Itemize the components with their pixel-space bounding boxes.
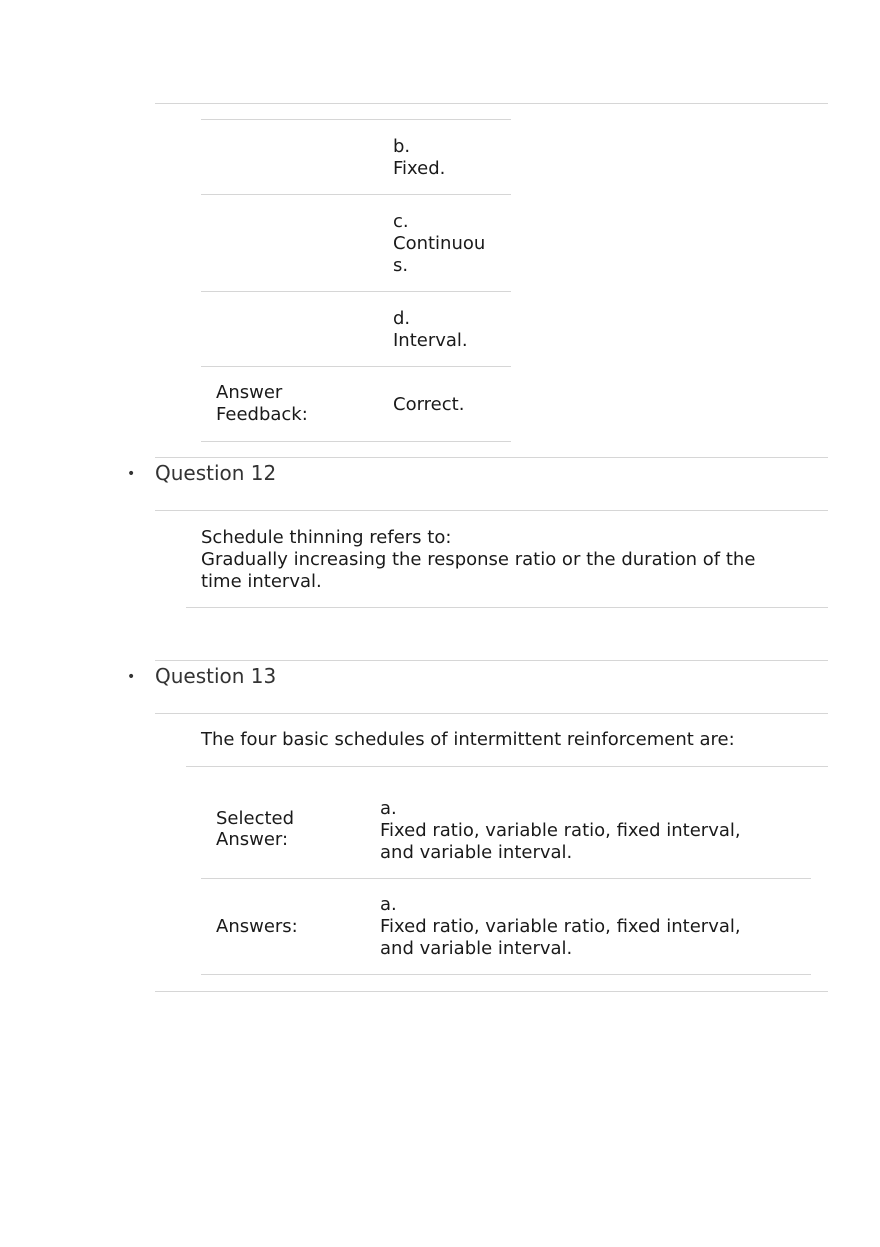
option-letter: d. xyxy=(393,308,411,329)
table-divider xyxy=(201,194,511,195)
bullet-icon: • xyxy=(127,466,136,482)
bottom-divider xyxy=(155,991,828,992)
option-letter: b. xyxy=(393,136,411,157)
option-letter: c. xyxy=(393,211,409,232)
feedback-label: Answer xyxy=(216,382,283,403)
question-title: Question 12 xyxy=(155,461,277,485)
question-divider xyxy=(155,713,828,714)
selected-answer-label: Selected xyxy=(216,808,295,829)
question-prompt: The four basic schedules of intermittent reinforcement are: xyxy=(201,729,735,750)
answers-label: Answers: xyxy=(216,916,298,937)
feedback-label-continued: Feedback: xyxy=(216,404,308,425)
option-text: Fixed. xyxy=(393,158,446,179)
answers-text-continued: and variable interval. xyxy=(380,938,573,959)
question-title: Question 13 xyxy=(155,664,277,688)
answer-text-continued: time interval. xyxy=(201,571,322,592)
table-divider xyxy=(201,366,511,367)
question-divider xyxy=(155,457,828,458)
selected-answer-text: Fixed ratio, variable ratio, fixed interval, xyxy=(380,820,741,841)
question-divider xyxy=(186,766,828,767)
table-divider xyxy=(201,291,511,292)
selected-answer-letter: a. xyxy=(380,798,397,819)
table-divider xyxy=(201,119,511,120)
answers-text: Fixed ratio, variable ratio, fixed interval, xyxy=(380,916,741,937)
question-prompt: Schedule thinning refers to: xyxy=(201,527,452,548)
table-divider xyxy=(201,441,511,442)
question-divider xyxy=(155,510,828,511)
answers-letter: a. xyxy=(380,894,397,915)
option-text: Continuou xyxy=(393,233,486,254)
option-text: Interval. xyxy=(393,330,468,351)
answer-text: Gradually increasing the response ratio or the duration of the xyxy=(201,549,756,570)
question-divider xyxy=(155,660,828,661)
table-divider xyxy=(201,974,811,975)
top-divider xyxy=(155,103,828,104)
feedback-value: Correct. xyxy=(393,394,465,415)
bullet-icon: • xyxy=(127,669,136,685)
selected-answer-label-continued: Answer: xyxy=(216,829,289,850)
table-divider xyxy=(201,878,811,879)
question-divider xyxy=(186,607,828,608)
option-text-continued: s. xyxy=(393,255,409,276)
selected-answer-text-continued: and variable interval. xyxy=(380,842,573,863)
